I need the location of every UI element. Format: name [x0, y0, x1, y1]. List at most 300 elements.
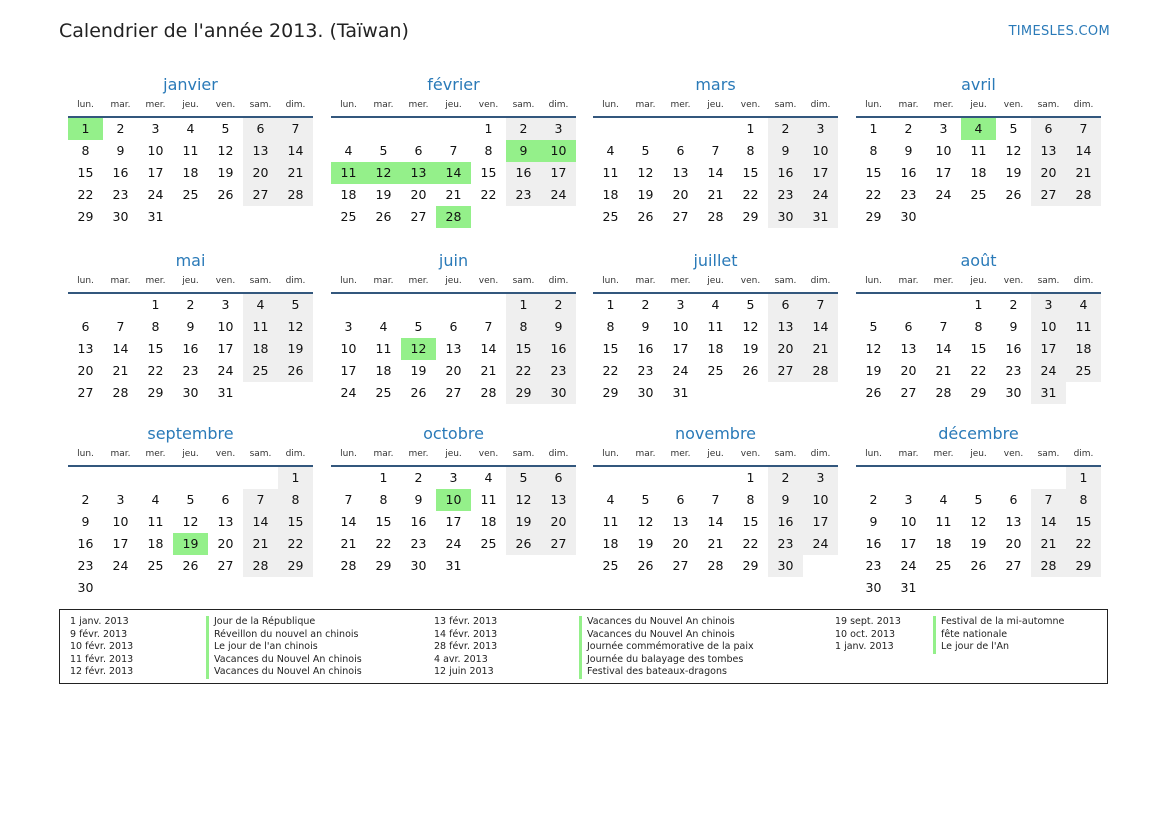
day-cell: 2: [904, 121, 913, 136]
week-row: [593, 489, 838, 511]
day-cell: 9: [768, 489, 803, 511]
day-cell: 23: [541, 360, 576, 382]
day-cell: 18: [602, 187, 619, 202]
legend-date: 28 févr. 2013: [434, 641, 498, 652]
day-cell-empty: [401, 118, 436, 140]
day-cell: 7: [939, 319, 948, 334]
day-cell: 4: [1066, 294, 1101, 316]
day-cell: 15: [742, 165, 759, 180]
day-cell: 25: [707, 363, 724, 378]
day-cell: 28: [112, 385, 129, 400]
day-cell: 3: [541, 118, 576, 140]
day-cell: 10: [900, 514, 917, 529]
day-cell-empty: [541, 206, 576, 228]
weekday-label: mer.: [145, 449, 166, 459]
day-cell: 13: [243, 140, 278, 162]
week-row: [593, 184, 838, 206]
weekday-label: dim.: [285, 449, 306, 459]
day-cell: 7: [484, 319, 493, 334]
day-cell: 24: [445, 536, 462, 551]
day-cell: 19: [637, 536, 654, 551]
week-row: [331, 489, 576, 511]
weekday-label: mer.: [670, 449, 691, 459]
day-cell: 2: [506, 118, 541, 140]
day-cell-empty: [926, 577, 961, 599]
week-row: [593, 316, 838, 338]
weekday-label: mer.: [670, 100, 691, 110]
week-row: [331, 162, 576, 184]
day-cell: 1: [379, 470, 388, 485]
day-cell: 17: [445, 514, 462, 529]
day-cell: 26: [742, 363, 759, 378]
weekday-label: mar.: [373, 449, 394, 459]
day-cell: 28: [1066, 184, 1101, 206]
month-name: octobre: [423, 424, 484, 443]
legend-date: 19 sept. 2013: [835, 616, 901, 627]
month-calendar: [593, 251, 838, 404]
day-cell-empty: [1066, 577, 1101, 599]
legend-date: 4 avr. 2013: [434, 653, 488, 665]
day-cell: 20: [768, 338, 803, 360]
day-cell: 15: [480, 165, 497, 180]
week-row: [593, 338, 838, 360]
day-cell: 6: [768, 294, 803, 316]
legend-holiday-name: Le jour de l'An: [941, 641, 1010, 652]
day-cell-holiday: 12: [401, 338, 436, 360]
day-cell: 8: [506, 316, 541, 338]
day-cell: 7: [1031, 489, 1066, 511]
day-cell-empty: [103, 294, 138, 316]
day-cell: 18: [935, 536, 952, 551]
day-cell: 15: [278, 511, 313, 533]
day-cell-empty: [856, 294, 891, 316]
day-cell: 22: [480, 187, 497, 202]
day-cell-empty: [243, 206, 278, 228]
week-row: [68, 489, 313, 511]
day-cell: 23: [768, 533, 803, 555]
weekday-label: dim.: [1073, 276, 1094, 286]
day-cell: 19: [970, 536, 987, 551]
day-grid: [856, 118, 1101, 228]
day-cell: 4: [243, 294, 278, 316]
day-cell: 13: [1005, 514, 1022, 529]
day-cell: 9: [768, 140, 803, 162]
day-cell: 25: [602, 209, 619, 224]
week-row: [593, 467, 838, 489]
day-cell: 29: [375, 558, 392, 573]
day-cell-empty: [278, 577, 313, 599]
weekday-label: mar.: [110, 276, 131, 286]
day-cell-empty: [891, 467, 926, 489]
day-cell: 20: [541, 511, 576, 533]
day-cell: 3: [939, 121, 948, 136]
weekday-header: [331, 98, 576, 118]
day-cell: 14: [707, 514, 724, 529]
day-cell: 7: [243, 489, 278, 511]
day-cell-holiday: 4: [961, 118, 996, 140]
day-cell: 15: [602, 341, 619, 356]
week-row: [593, 118, 838, 140]
week-row: [331, 382, 576, 404]
weekday-label: mer.: [145, 100, 166, 110]
day-cell: 19: [506, 511, 541, 533]
day-cell: 28: [707, 209, 724, 224]
weekday-label: mer.: [145, 276, 166, 286]
day-cell: 21: [935, 363, 952, 378]
day-cell: 14: [1031, 511, 1066, 533]
day-cell: 6: [449, 319, 458, 334]
day-cell: 3: [221, 297, 230, 312]
day-cell: 28: [243, 555, 278, 577]
day-cell: 8: [81, 143, 90, 158]
week-row: [593, 511, 838, 533]
week-row: [856, 140, 1101, 162]
weekday-label: ven.: [478, 449, 499, 459]
week-row: [856, 184, 1101, 206]
legend-holiday-name: Festival des bateaux-dragons: [587, 666, 727, 677]
day-cell: 25: [970, 187, 987, 202]
day-cell: 3: [344, 319, 353, 334]
day-cell: 10: [112, 514, 129, 529]
month-name: janvier: [163, 75, 218, 94]
day-cell: 26: [375, 209, 392, 224]
day-cell: 18: [243, 338, 278, 360]
day-cell-empty: [628, 467, 663, 489]
weekday-label: sam.: [774, 100, 797, 110]
weekday-header: [68, 447, 313, 467]
day-cell: 26: [182, 558, 199, 573]
day-cell: 24: [803, 533, 838, 555]
month-calendar: [68, 75, 313, 228]
day-cell: 8: [379, 492, 388, 507]
day-cell: 13: [217, 514, 234, 529]
day-cell-empty: [1066, 382, 1101, 404]
day-cell: 2: [768, 467, 803, 489]
weekday-label: lun.: [340, 449, 357, 459]
day-cell: 14: [340, 514, 357, 529]
day-cell: 31: [672, 385, 689, 400]
day-cell: 3: [1031, 294, 1066, 316]
day-cell: 26: [506, 533, 541, 555]
brand-link[interactable]: TIMESLES.COM: [1008, 24, 1110, 39]
day-grid: [68, 118, 313, 228]
week-row: [331, 338, 576, 360]
week-row: [593, 360, 838, 382]
day-cell: 23: [637, 363, 654, 378]
day-grid: [856, 467, 1101, 599]
day-cell: 19: [410, 363, 427, 378]
legend-holiday-name: Journée commémorative de la paix: [587, 641, 754, 652]
day-cell: 17: [803, 162, 838, 184]
day-cell: 24: [935, 187, 952, 202]
day-cell-holiday: 12: [366, 162, 401, 184]
week-row: [856, 577, 1101, 599]
day-cell-holiday: 19: [173, 533, 208, 555]
day-cell: 3: [449, 470, 458, 485]
day-cell: 18: [1066, 338, 1101, 360]
day-cell: 8: [151, 319, 160, 334]
day-cell: 8: [869, 143, 878, 158]
day-cell-empty: [733, 382, 768, 404]
week-row: [593, 206, 838, 228]
day-cell-empty: [856, 467, 891, 489]
day-cell: 4: [939, 492, 948, 507]
day-cell: 1: [746, 470, 755, 485]
day-cell: 27: [672, 558, 689, 573]
day-cell-empty: [173, 467, 208, 489]
weekday-header: [68, 98, 313, 118]
day-cell: 21: [480, 363, 497, 378]
week-row: [331, 184, 576, 206]
day-cell-empty: [996, 206, 1031, 228]
day-cell-holiday: 1: [68, 118, 103, 140]
day-cell: 6: [676, 143, 685, 158]
day-cell: 11: [147, 514, 164, 529]
day-cell: 25: [243, 360, 278, 382]
day-cell: 26: [1005, 187, 1022, 202]
legend-holiday-name: Vacances du Nouvel An chinois: [214, 666, 362, 677]
weekday-label: jeu.: [970, 276, 987, 286]
day-cell: 15: [77, 165, 94, 180]
legend-names-col-1: [206, 616, 362, 679]
day-grid: [331, 294, 576, 404]
day-cell: 8: [746, 143, 755, 158]
day-cell: 24: [900, 558, 917, 573]
weekday-label: jeu.: [445, 276, 462, 286]
day-cell-empty: [68, 467, 103, 489]
day-cell: 19: [637, 187, 654, 202]
weekday-label: jeu.: [970, 449, 987, 459]
day-cell: 5: [641, 143, 650, 158]
day-cell: 12: [865, 341, 882, 356]
day-cell: 21: [445, 187, 462, 202]
week-row: [856, 555, 1101, 577]
weekday-label: jeu.: [445, 449, 462, 459]
day-cell: 30: [900, 209, 917, 224]
day-cell: 14: [935, 341, 952, 356]
day-cell-empty: [768, 382, 803, 404]
weekday-label: sam.: [774, 276, 797, 286]
day-cell: 24: [340, 385, 357, 400]
day-cell-empty: [1031, 206, 1066, 228]
day-cell: 17: [900, 536, 917, 551]
day-cell: 26: [410, 385, 427, 400]
day-cell: 20: [672, 536, 689, 551]
weekday-label: jeu.: [182, 276, 199, 286]
day-cell: 7: [803, 294, 838, 316]
day-cell: 9: [186, 319, 195, 334]
day-cell: 9: [414, 492, 423, 507]
weekday-header: [593, 98, 838, 118]
day-cell: 2: [768, 118, 803, 140]
weekday-label: jeu.: [182, 449, 199, 459]
day-cell-holiday: 28: [436, 206, 471, 228]
day-cell: 17: [217, 341, 234, 356]
day-cell-empty: [506, 206, 541, 228]
day-grid: [593, 118, 838, 228]
page-title: Calendrier de l'année 2013. (Taïwan): [59, 20, 409, 42]
day-grid: [856, 294, 1101, 404]
day-cell: 11: [182, 143, 199, 158]
day-cell: 13: [768, 316, 803, 338]
week-row: [593, 162, 838, 184]
day-cell: 30: [112, 209, 129, 224]
day-cell-empty: [331, 118, 366, 140]
day-cell-empty: [278, 206, 313, 228]
day-cell-empty: [1066, 206, 1101, 228]
weekday-label: sam.: [512, 276, 535, 286]
day-cell: 22: [506, 360, 541, 382]
day-cell-empty: [278, 382, 313, 404]
month-calendar: [593, 75, 838, 228]
week-row: [593, 140, 838, 162]
day-cell-empty: [1031, 467, 1066, 489]
day-cell-empty: [68, 294, 103, 316]
day-cell: 13: [1031, 140, 1066, 162]
day-cell-empty: [208, 467, 243, 489]
week-row: [331, 555, 576, 577]
legend-holiday-name: fête nationale: [941, 628, 1008, 640]
week-row: [331, 140, 576, 162]
day-cell: 3: [803, 118, 838, 140]
month-calendar: [68, 251, 313, 404]
day-cell: 13: [900, 341, 917, 356]
day-cell: 12: [217, 143, 234, 158]
day-cell: 18: [340, 187, 357, 202]
weekday-header: [593, 447, 838, 467]
day-cell-empty: [663, 118, 698, 140]
legend-date: 1 janv. 2013: [835, 641, 894, 652]
day-cell-empty: [506, 555, 541, 577]
day-cell: 2: [81, 492, 90, 507]
day-cell: 15: [147, 341, 164, 356]
day-cell: 5: [974, 492, 983, 507]
month-calendar: [856, 424, 1101, 599]
day-cell-empty: [926, 206, 961, 228]
legend-dates-col-1: [70, 616, 133, 679]
day-cell: 16: [768, 162, 803, 184]
weekday-label: dim.: [285, 276, 306, 286]
week-row: [856, 511, 1101, 533]
day-cell-empty: [1031, 577, 1066, 599]
day-cell: 27: [672, 209, 689, 224]
day-cell: 3: [904, 492, 913, 507]
day-cell: 25: [480, 536, 497, 551]
week-row: [331, 118, 576, 140]
month-name: décembre: [938, 424, 1019, 443]
day-cell: 1: [606, 297, 615, 312]
day-cell: 29: [77, 209, 94, 224]
weekday-label: jeu.: [445, 100, 462, 110]
legend-date: 10 févr. 2013: [70, 641, 134, 652]
weekday-label: mar.: [635, 276, 656, 286]
day-cell: 5: [1009, 121, 1018, 136]
day-cell: 27: [1005, 558, 1022, 573]
day-cell-empty: [926, 467, 961, 489]
day-cell: 29: [278, 555, 313, 577]
day-cell: 10: [935, 143, 952, 158]
day-cell: 5: [746, 297, 755, 312]
month-calendar: [593, 424, 838, 577]
day-cell: 7: [1066, 118, 1101, 140]
day-cell: 4: [344, 143, 353, 158]
day-cell: 30: [541, 382, 576, 404]
weekday-label: lun.: [602, 449, 619, 459]
day-cell: 23: [865, 558, 882, 573]
day-cell: 23: [77, 558, 94, 573]
day-cell: 19: [742, 341, 759, 356]
weekday-label: jeu.: [707, 100, 724, 110]
day-cell: 17: [672, 341, 689, 356]
day-cell: 16: [637, 341, 654, 356]
day-cell: 16: [900, 165, 917, 180]
day-cell: 17: [147, 165, 164, 180]
day-cell-holiday: 14: [436, 162, 471, 184]
week-row: [68, 467, 313, 489]
legend-holiday-name: Le jour de l'an chinois: [214, 641, 318, 652]
day-cell: 17: [541, 162, 576, 184]
day-cell: 29: [1066, 555, 1101, 577]
day-cell: 13: [77, 341, 94, 356]
legend-holiday-name: Vacances du Nouvel An chinois: [587, 616, 735, 627]
weekday-label: lun.: [865, 449, 882, 459]
day-cell: 26: [637, 209, 654, 224]
day-cell: 27: [445, 385, 462, 400]
day-cell: 23: [768, 184, 803, 206]
day-cell: 27: [217, 558, 234, 573]
day-cell: 14: [1066, 140, 1101, 162]
day-cell: 13: [445, 341, 462, 356]
weekday-label: mar.: [898, 449, 919, 459]
day-cell: 9: [869, 514, 878, 529]
day-cell: 6: [221, 492, 230, 507]
day-cell: 17: [340, 363, 357, 378]
day-cell: 10: [217, 319, 234, 334]
day-cell: 5: [641, 492, 650, 507]
weekday-label: sam.: [249, 449, 272, 459]
weekday-label: ven.: [478, 100, 499, 110]
month-name: mars: [695, 75, 736, 94]
month-name: novembre: [674, 424, 757, 443]
day-cell: 3: [116, 492, 125, 507]
day-cell: 12: [637, 514, 654, 529]
weekday-label: lun.: [340, 276, 357, 286]
day-cell: 20: [900, 363, 917, 378]
day-cell: 21: [112, 363, 129, 378]
day-cell: 15: [970, 341, 987, 356]
day-cell: 2: [869, 492, 878, 507]
day-cell: 19: [375, 187, 392, 202]
day-cell: 26: [637, 558, 654, 573]
day-cell: 21: [340, 536, 357, 551]
month-name: avril: [961, 75, 996, 94]
day-cell: 31: [147, 209, 164, 224]
weekday-label: mar.: [635, 449, 656, 459]
day-cell-empty: [103, 467, 138, 489]
day-cell: 20: [217, 536, 234, 551]
day-cell: 7: [711, 143, 720, 158]
day-cell: 19: [1005, 165, 1022, 180]
day-cell-empty: [436, 118, 471, 140]
week-row: [331, 533, 576, 555]
day-cell: 25: [340, 209, 357, 224]
weekday-label: sam.: [1037, 100, 1060, 110]
week-row: [68, 382, 313, 404]
day-grid: [593, 294, 838, 404]
day-cell: 9: [116, 143, 125, 158]
day-cell-empty: [138, 467, 173, 489]
month-calendar: [331, 251, 576, 404]
